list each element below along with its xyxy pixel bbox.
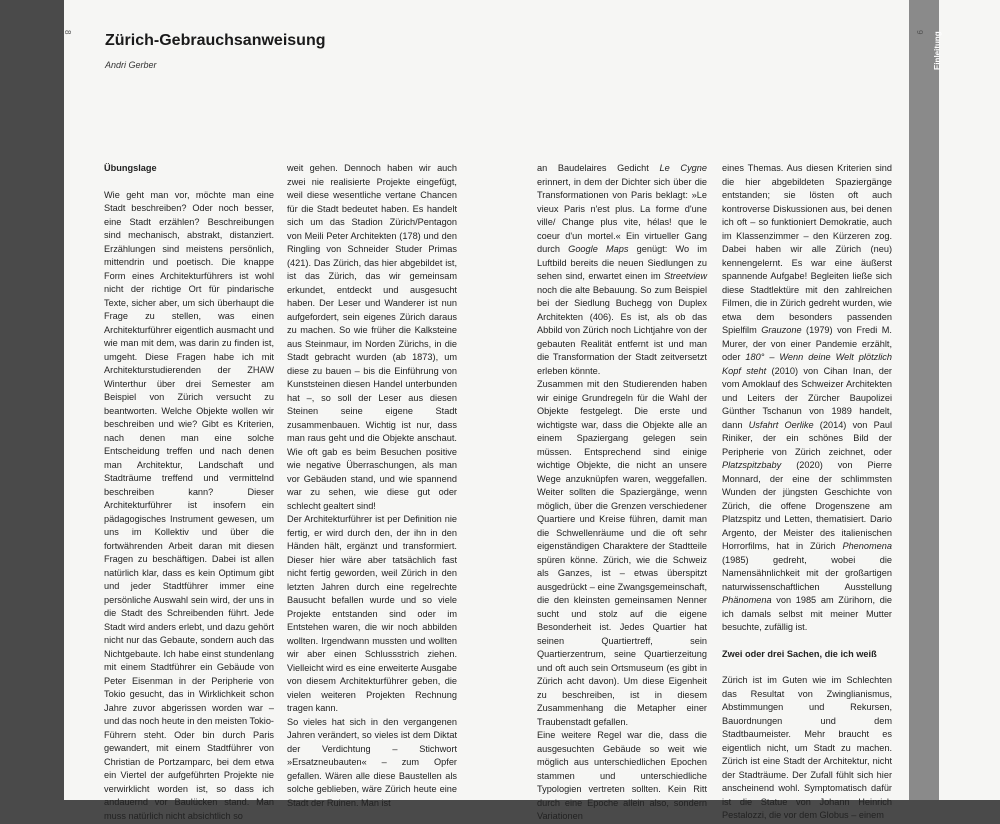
italic-title: Phenomena: [842, 541, 892, 551]
text-column-4: [722, 162, 892, 823]
paragraph: Zürich ist im Guten wie im Schlechten das Resultat von Zwinglianismus, Abstimmungen und Rekursen, Bauordnungen und dem Stadtbaumeister. Mehr braucht es eigentlich nicht, um Stadt zu machen. Zürich ist eine Stadt der Architektur, nicht der Stadträume. Der Zufall fühlt sich hier anscheinend wohl. Symptomatisch dafür ist die Statue von Johann Heinrich Pestalozzi, die vor dem Globus – einem: [722, 675, 892, 820]
paragraph: Wie geht man vor, möchte man eine Stadt beschreiben? Oder noch besser, eine Stadt erzählen? Beschreibungen sind mechanisch, abstrakt, distanziert. Erzählungen sind meistens persönlich, mittendrin und poetisch. Die knappe Form eines Architekturführers ist wohl nicht der richtige Ort für pindarische Texte, sicher aber, um sich überhaupt die Frage zu stellen, was einen Architekturführer eigentlich ausmacht und wie man mit dem, was darin zu finden ist, umgeht. Diese Fragen habe ich mit Architekturstudierenden der ZHAW Winterthur über drei Semester am Beispiel von Zürich versucht zu beantworten. Welche Objekte wollen wir beschreiben und wie? Gibt es Kriterien, nach denen man eine solche Entscheidung treffen und nach denen man Architektur, Landschaft und Stadträume treffend und vermittelnd beschreiben kann? Dieser Architekturführer ist insofern ein pädagogisches Instrument gewesen, um uns im Kollektiv und über die fortwährenden Arbeit daran mit diesen Fragen zu beschäftigen. Dabei ist allen natürlich klar, dass es kein Optimum gibt und jeder Stadtführer immer eine persönliche Auswahl sein wird, der uns in die Stadt des Schreibenden führt. Jede Stadt wird anders erlebt, und dazu gehört nicht nur das Gebaute, sondern auch das Nichtgebaute. Ich habe einst stundenlang mit einem Stadtführer ein Gebäude von Peter Eisenman in der Peripherie von Tokio gesucht, das in Wirklichkeit schon Jahre zuvor abgerissen worden war – und das noch heute in den meisten Tokio-Führern steht. Oder bin durch Paris gewandert, mit einem Stadtführer von Christian de Portzamparc, bei dem etwa ein Viertel der aufgeführten Projekte nie verwirklicht worden ist, so dass ich andauernd vor Baulücken stand. Man muss natürlich nicht absichtlich so: [104, 189, 274, 821]
italic-title: Streetview: [664, 271, 707, 281]
text-run: (2020) von Pierre Monnard, der eine der schlimmsten Wunden der jüngsten Geschichte von Zürich, die offene Drogenszene am Platzspitz und Letten, thematisiert. Dario Argento, der Meister des italienischen Horrorfilms, hat in Zürich: [722, 460, 892, 551]
italic-title: Usfahrt Oerlike: [748, 419, 814, 430]
italic-title: 180° – Wenn deine Welt plötzlich Kopf steht: [722, 352, 892, 376]
italic-title: Phänomena: [722, 595, 772, 605]
italic-title: Le Cygne: [659, 163, 707, 173]
text-run: (2010) von Cihan Inan, der vom Amoklauf des Schweizer Architekten und Leiters der Zürcher Baupolizei Günther Tschanun von 1989 handelt, dann: [722, 365, 892, 430]
page-number-left: 8: [63, 30, 72, 35]
text-run: an Baudelaires Gedicht: [537, 163, 660, 173]
italic-title: Grauzone: [761, 325, 802, 335]
text-run: genügt: Wo im Luftbild bereits die neuen Siedlungen zu sehen sind, erwartet einen im: [537, 244, 707, 281]
page-number-right: 9: [915, 30, 924, 35]
italic-title: Platzspitzbaby: [722, 460, 782, 470]
paragraph: So vieles hat sich in den vergangenen Jahren verändert, so vieles ist dem Diktat der Verdichtung – Stichwort »Ersatzneubauten« – zum Opfer gefallen. Wären alle diese Baustellen als solche geblieben, wäre Zürich heute eine Stadt der Ruinen. Man ist: [287, 716, 457, 808]
paragraph: [722, 162, 892, 635]
text-run: von 1985 am Zürihorn, die ich damals selbst mit meiner Mutter besuchte, zufällig ist.: [722, 595, 892, 632]
section-tab-label: Einleitung: [933, 31, 942, 70]
italic-title: Google Maps: [568, 244, 629, 254]
text-column-3: [537, 162, 707, 824]
text-run: (1985) gedreht, wobei die Namensähnlichkeit mit der großartigen naturwissenschaftlichen Ausstellung: [722, 554, 892, 592]
text-run: (2014) von Paul Riniker, der ein schönes Bild der Peripherie von Zürich zeichnet, oder: [722, 419, 892, 457]
page-title: Zürich-Gebrauchsanweisung: [105, 32, 326, 49]
section-heading-uebungslage: Übungslage: [104, 163, 157, 173]
text-column-2: [287, 162, 457, 810]
text-column-1: [104, 162, 274, 823]
text-run: (1979) von Fredi M. Murer, der von einer Pandemie erzählt, oder: [722, 325, 892, 362]
paragraph: Der Architekturführer ist per Definition nie fertig, er wird durch den, der ihn in den Händen hält, ergänzt und transformiert. Dieser hier wäre aber tatsächlich fast nicht fertig geworden, weil Zürich in den letzten Jahren durch eine regelrechte Bausucht befallen wurde und so viele Projekte entstanden sind oder im Entstehen waren, die wir noch abbilden wollten. Irgendwann mussten und wollten wir aber einen Schlussstrich ziehen. Vielleicht wird es eine erweiterte Ausgabe von diesem Architekturführer geben, die vielen weiteren Projekten Rechnung tragen kann.: [287, 514, 457, 713]
text-run: noch die alte Bebauung. So zum Beispiel bei der Siedlung Buchegg von Duplex Architekten (406). Es ist, als ob das Abbild von Zürich noch Lichtjahre von der gebauten Realität entfernt ist und man die Transformation der Stadt zeitversetzt erleben könnte.: [537, 284, 707, 376]
paragraph: weit gehen. Dennoch haben wir auch zwei nie realisierte Projekte eingefügt, weil diese wesentliche vertane Chancen für die Stadt bedeutet haben. Es handelt sich um das Stadion Zürich/Pentagon von Meili Peter Architekten (178) und den Ringling von Schneider Studer Primas (421). Das Zürich, das hier abgebildet ist, ist das Zürich, das wir gemeinsam erkundet, entdeckt und ausgesucht haben. Der Leser und Wanderer ist nun aufgefordert, sein eigenes Zürich daraus zu machen. So wie früher die Kalksteine aus Steinmaur, im Norden Zürichs, in die Stadt gebracht wurden (ab 1873), um diese zu bauen – bis die Einführung von Kunststeinen diesen Handel unterbunden hat –, so soll der Leser aus diesen Steinen seine eigene Stadt zusammenbauen. Wichtig ist nur, dass man raus geht und die Objekte anschaut. Wie oft gab es beim Besuchen positive wie negative Überraschungen, als man vor Gebäuden stand, und wie spannend war zu sehen, wie diese gut oder schlecht gealtert sind!: [287, 163, 457, 511]
text-run: eines Themas. Aus diesen Kriterien sind die hier abgebildeten Spaziergänge entstanden; sie lösten oft auch kontroverse Diskussionen aus, bei denen ich oft – so funktioniert Demokratie, auch im Klassenzimmer – den Kürzeren zog. Dabei haben wir alle Zürich (neu) kennengelernt. Es war eine äußerst spannende Aufgabe! Begleiten ließe sich diese Stadtlektüre mit den zahlreichen Filmen, die in Zürich gedreht wurden, wie etwa dem besonders passenden Spielfilm: [722, 163, 892, 335]
text-run: erinnert, in dem der Dichter sich über die Transformationen von Paris beklagt: »Le vieux Paris n'est plus. La forme d'une ville/ Change plus vite, hélas! que le coeur d'un mortel.« Ein virtueller Gang durch: [537, 176, 707, 254]
author-name: Andri Gerber: [105, 60, 157, 70]
paragraph: Zusammen mit den Studierenden haben wir einige Grundregeln für die Wahl der Objekte festgelegt. Die erste und wichtigste war, dass die Objekte alle an einem Spaziergang gelegen sein müssen. Entsprechend sind einige wichtige Objekte, die nicht an unsere Wege anzuknüpfen waren, weggefallen. Weiter sollten die Spaziergänge, wenn möglich, über die Grenzen verschiedener Quartiere und Kreise führen, damit man die Schwellenräume und die oft sehr eigenständigen Charaktere der Stadtteile spüren könne. Zürich, wie die Schweiz als Ganzes, ist – etwas überspitzt ausgedrückt – eine Zwangsgemeinschaft, die den kleinsten gemeinsamen Nenner sucht und stolz auf die eigene Besonderheit ist. Jedes Quartier hat seinen Quartiertreff, sein Quartierzentrum, seine Quartierzeitung und oft auch sein Ortsmuseum (es gibt in Zürich acht davon). Um diese Eigenheit zu beschreiben, ist in diesem Zusammenhang die Metapher einer Traubenstadt gefallen.: [537, 379, 707, 727]
section-heading-zwei-oder-drei: Zwei oder drei Sachen, die ich weiß: [722, 648, 877, 659]
paragraph: Eine weitere Regel war die, dass die ausgesuchten Gebäude so weit wie möglich aus unterschiedlichen Epochen stammen und unterschiedliche Typologien vertreten sollten. Kein Ritt durch eine Epoche allein also, sondern Variationen: [537, 730, 707, 821]
section-tab: [909, 0, 939, 800]
paragraph: [537, 162, 707, 378]
